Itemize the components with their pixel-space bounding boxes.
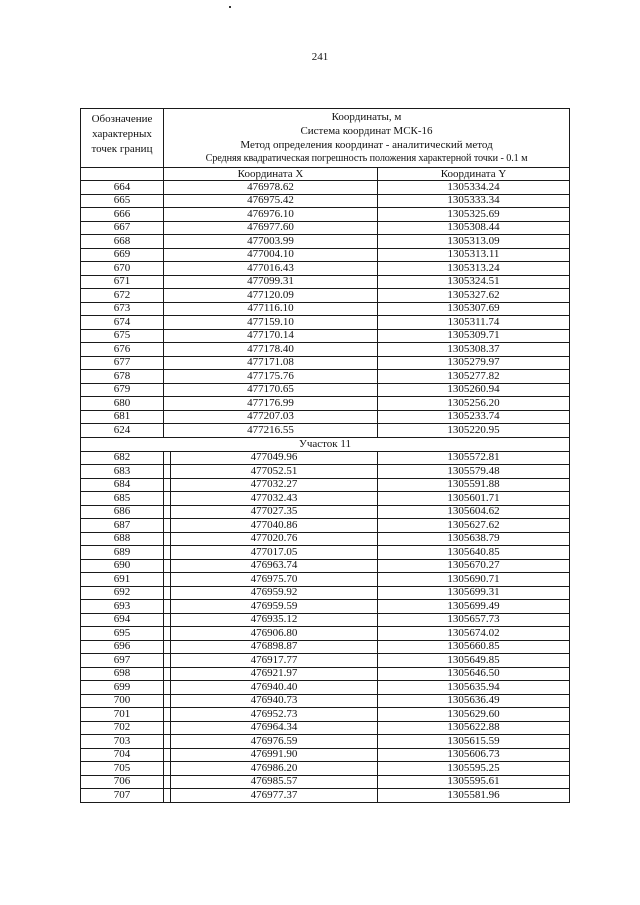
coordinate-y: 1305635.94 bbox=[378, 681, 570, 695]
spacer-cell bbox=[164, 735, 171, 749]
coordinate-x: 477017.05 bbox=[171, 546, 378, 560]
coordinate-x: 477016.43 bbox=[164, 262, 378, 276]
coordinate-x: 477020.76 bbox=[171, 532, 378, 546]
coordinate-y: 1305595.25 bbox=[378, 762, 570, 776]
coordinate-y: 1305690.71 bbox=[378, 573, 570, 587]
coordinate-y: 1305636.49 bbox=[378, 694, 570, 708]
table-row bbox=[81, 302, 570, 316]
point-id: 698 bbox=[81, 667, 164, 681]
point-id: 684 bbox=[81, 478, 164, 492]
coordinate-x: 477040.86 bbox=[171, 519, 378, 533]
coordinate-x: 477052.51 bbox=[171, 465, 378, 479]
coordinate-x: 476977.60 bbox=[164, 221, 378, 235]
coordinate-y: 1305591.88 bbox=[378, 478, 570, 492]
table-row bbox=[81, 492, 570, 506]
table-row bbox=[81, 316, 570, 330]
table-row bbox=[81, 762, 570, 776]
coordinate-x: 477207.03 bbox=[164, 410, 378, 424]
coordinate-y: 1305604.62 bbox=[378, 505, 570, 519]
table-row bbox=[81, 505, 570, 519]
point-id: 699 bbox=[81, 681, 164, 695]
table-row bbox=[81, 194, 570, 208]
coordinate-y: 1305307.69 bbox=[378, 302, 570, 316]
point-id: 703 bbox=[81, 735, 164, 749]
table-row bbox=[81, 519, 570, 533]
coordinate-x: 477175.76 bbox=[164, 370, 378, 384]
header-title-line: Координаты, м bbox=[331, 111, 402, 123]
spacer-cell bbox=[164, 654, 171, 668]
table-header-row bbox=[81, 109, 570, 168]
coordinate-x: 476935.12 bbox=[171, 613, 378, 627]
coordinate-x: 476898.87 bbox=[171, 640, 378, 654]
point-designation-header: Обозначение характерных точек границ bbox=[81, 109, 164, 168]
point-id: 681 bbox=[81, 410, 164, 424]
spacer-cell bbox=[164, 708, 171, 722]
table-row bbox=[81, 627, 570, 641]
table-row bbox=[81, 748, 570, 762]
point-id: 704 bbox=[81, 748, 164, 762]
table-row bbox=[81, 667, 570, 681]
table-row bbox=[81, 613, 570, 627]
table-row bbox=[81, 181, 570, 195]
coordinate-y: 1305615.59 bbox=[378, 735, 570, 749]
point-id: 707 bbox=[81, 789, 164, 803]
table-row bbox=[81, 735, 570, 749]
point-id: 666 bbox=[81, 208, 164, 222]
coordinate-y: 1305622.88 bbox=[378, 721, 570, 735]
spacer-cell bbox=[164, 586, 171, 600]
point-id: 691 bbox=[81, 573, 164, 587]
table-row bbox=[81, 356, 570, 370]
table-row bbox=[81, 343, 570, 357]
coordinate-y: 1305638.79 bbox=[378, 532, 570, 546]
point-id: 700 bbox=[81, 694, 164, 708]
point-id: 675 bbox=[81, 329, 164, 343]
spacer-cell bbox=[164, 789, 171, 803]
table-row bbox=[81, 721, 570, 735]
column-header-y: Координата Y bbox=[378, 168, 570, 181]
point-id: 671 bbox=[81, 275, 164, 289]
table-row bbox=[81, 532, 570, 546]
table-row bbox=[81, 329, 570, 343]
table-row bbox=[81, 289, 570, 303]
point-id: 696 bbox=[81, 640, 164, 654]
coordinate-y: 1305325.69 bbox=[378, 208, 570, 222]
spacer-cell bbox=[164, 627, 171, 641]
coordinate-x: 476940.40 bbox=[171, 681, 378, 695]
table-row bbox=[81, 208, 570, 222]
coordinate-y: 1305572.81 bbox=[378, 451, 570, 465]
spacer-cell bbox=[164, 478, 171, 492]
spacer-cell bbox=[164, 681, 171, 695]
coordinate-x: 476977.37 bbox=[171, 789, 378, 803]
spacer-cell bbox=[164, 694, 171, 708]
header-title-line: Система координат МСК-16 bbox=[300, 125, 433, 137]
coordinate-y: 1305699.31 bbox=[378, 586, 570, 600]
coordinate-x: 476976.10 bbox=[164, 208, 378, 222]
spacer-cell bbox=[164, 762, 171, 776]
section-row bbox=[81, 437, 570, 451]
point-id: 686 bbox=[81, 505, 164, 519]
table-row bbox=[81, 681, 570, 695]
coordinate-y: 1305657.73 bbox=[378, 613, 570, 627]
point-id: 672 bbox=[81, 289, 164, 303]
coordinate-x: 477171.08 bbox=[164, 356, 378, 370]
coordinate-y: 1305640.85 bbox=[378, 546, 570, 560]
point-id: 674 bbox=[81, 316, 164, 330]
coordinate-x: 477170.14 bbox=[164, 329, 378, 343]
header-title-line: Метод определения координат - аналитический метод bbox=[240, 139, 493, 151]
table-row bbox=[81, 640, 570, 654]
table-row bbox=[81, 410, 570, 424]
point-id: 683 bbox=[81, 465, 164, 479]
point-id: 673 bbox=[81, 302, 164, 316]
coordinate-y: 1305256.20 bbox=[378, 397, 570, 411]
point-id: 695 bbox=[81, 627, 164, 641]
table-row bbox=[81, 424, 570, 438]
point-id: 685 bbox=[81, 492, 164, 506]
coordinate-x: 476985.57 bbox=[171, 775, 378, 789]
point-id: 682 bbox=[81, 451, 164, 465]
coordinate-x: 476906.80 bbox=[171, 627, 378, 641]
column-header-x: Координата X bbox=[164, 168, 378, 181]
coordinate-x: 477159.10 bbox=[164, 316, 378, 330]
coordinates-table bbox=[80, 108, 570, 803]
coordinate-x: 477178.40 bbox=[164, 343, 378, 357]
table-row bbox=[81, 654, 570, 668]
coordinate-y: 1305311.74 bbox=[378, 316, 570, 330]
spacer-cell bbox=[164, 559, 171, 573]
point-id: 689 bbox=[81, 546, 164, 560]
table-row bbox=[81, 275, 570, 289]
coordinate-x: 477049.96 bbox=[171, 451, 378, 465]
coordinate-x: 477176.99 bbox=[164, 397, 378, 411]
spacer-cell bbox=[164, 492, 171, 506]
spacer-cell bbox=[164, 613, 171, 627]
table-row bbox=[81, 694, 570, 708]
header-title-line: Средняя квадратическая погрешность положения характерной точки - 0.1 м bbox=[205, 153, 528, 164]
column-header-empty bbox=[81, 168, 164, 181]
coordinate-y: 1305627.62 bbox=[378, 519, 570, 533]
spacer-cell bbox=[164, 775, 171, 789]
coordinate-x: 477170.65 bbox=[164, 383, 378, 397]
coordinate-y: 1305601.71 bbox=[378, 492, 570, 506]
scan-artifact bbox=[229, 6, 231, 8]
coordinate-x: 476963.74 bbox=[171, 559, 378, 573]
table-row bbox=[81, 451, 570, 465]
point-id: 679 bbox=[81, 383, 164, 397]
coordinate-x: 477116.10 bbox=[164, 302, 378, 316]
point-id: 670 bbox=[81, 262, 164, 276]
point-id: 678 bbox=[81, 370, 164, 384]
spacer-cell bbox=[164, 573, 171, 587]
coordinate-x: 476952.73 bbox=[171, 708, 378, 722]
table-row bbox=[81, 775, 570, 789]
coordinate-y: 1305313.24 bbox=[378, 262, 570, 276]
point-id: 624 bbox=[81, 424, 164, 438]
coordinate-x: 476975.42 bbox=[164, 194, 378, 208]
coordinate-x: 477032.27 bbox=[171, 478, 378, 492]
table-row bbox=[81, 708, 570, 722]
coordinate-y: 1305606.73 bbox=[378, 748, 570, 762]
table-row bbox=[81, 383, 570, 397]
table-row bbox=[81, 248, 570, 262]
point-id: 692 bbox=[81, 586, 164, 600]
coordinate-y: 1305629.60 bbox=[378, 708, 570, 722]
coordinate-y: 1305327.62 bbox=[378, 289, 570, 303]
table-row bbox=[81, 397, 570, 411]
table-row bbox=[81, 262, 570, 276]
coordinate-x: 476978.62 bbox=[164, 181, 378, 195]
coordinate-y: 1305324.51 bbox=[378, 275, 570, 289]
table-row bbox=[81, 573, 570, 587]
coordinate-y: 1305581.96 bbox=[378, 789, 570, 803]
spacer-cell bbox=[164, 451, 171, 465]
coordinate-x: 477216.55 bbox=[164, 424, 378, 438]
coordinates-header bbox=[164, 109, 570, 168]
coordinate-y: 1305309.71 bbox=[378, 329, 570, 343]
coordinate-x: 477120.09 bbox=[164, 289, 378, 303]
spacer-cell bbox=[164, 721, 171, 735]
table-row bbox=[81, 546, 570, 560]
coordinate-y: 1305595.61 bbox=[378, 775, 570, 789]
coordinate-x: 476921.97 bbox=[171, 667, 378, 681]
point-id: 697 bbox=[81, 654, 164, 668]
coordinate-x: 476917.77 bbox=[171, 654, 378, 668]
coordinate-y: 1305220.95 bbox=[378, 424, 570, 438]
coordinate-y: 1305660.85 bbox=[378, 640, 570, 654]
column-header-row bbox=[81, 168, 570, 181]
coordinate-y: 1305260.94 bbox=[378, 383, 570, 397]
point-id: 676 bbox=[81, 343, 164, 357]
coordinate-y: 1305649.85 bbox=[378, 654, 570, 668]
table-row bbox=[81, 221, 570, 235]
table-row bbox=[81, 478, 570, 492]
coordinate-x: 477032.43 bbox=[171, 492, 378, 506]
coordinate-y: 1305670.27 bbox=[378, 559, 570, 573]
table-row bbox=[81, 559, 570, 573]
coordinate-y: 1305313.11 bbox=[378, 248, 570, 262]
point-id: 665 bbox=[81, 194, 164, 208]
coordinate-y: 1305579.48 bbox=[378, 465, 570, 479]
coordinate-y: 1305646.50 bbox=[378, 667, 570, 681]
spacer-cell bbox=[164, 465, 171, 479]
coordinate-x: 476991.90 bbox=[171, 748, 378, 762]
point-id: 669 bbox=[81, 248, 164, 262]
point-id: 690 bbox=[81, 559, 164, 573]
table-row bbox=[81, 235, 570, 249]
point-id: 667 bbox=[81, 221, 164, 235]
point-id: 706 bbox=[81, 775, 164, 789]
point-id: 680 bbox=[81, 397, 164, 411]
coordinate-y: 1305233.74 bbox=[378, 410, 570, 424]
table-row bbox=[81, 465, 570, 479]
table-row bbox=[81, 370, 570, 384]
point-id: 664 bbox=[81, 181, 164, 195]
table-row bbox=[81, 789, 570, 803]
table-row bbox=[81, 586, 570, 600]
coordinate-x: 477004.10 bbox=[164, 248, 378, 262]
coordinate-y: 1305333.34 bbox=[378, 194, 570, 208]
section-label: Участок 11 bbox=[81, 437, 570, 451]
coordinate-x: 477027.35 bbox=[171, 505, 378, 519]
point-id: 705 bbox=[81, 762, 164, 776]
spacer-cell bbox=[164, 546, 171, 560]
coordinate-x: 476940.73 bbox=[171, 694, 378, 708]
spacer-cell bbox=[164, 748, 171, 762]
coordinate-x: 476964.34 bbox=[171, 721, 378, 735]
spacer-cell bbox=[164, 640, 171, 654]
coordinate-x: 477003.99 bbox=[164, 235, 378, 249]
spacer-cell bbox=[164, 505, 171, 519]
spacer-cell bbox=[164, 532, 171, 546]
coordinate-y: 1305674.02 bbox=[378, 627, 570, 641]
coordinate-y: 1305313.09 bbox=[378, 235, 570, 249]
coordinate-x: 476959.59 bbox=[171, 600, 378, 614]
coordinate-x: 476959.92 bbox=[171, 586, 378, 600]
point-id: 693 bbox=[81, 600, 164, 614]
point-id: 668 bbox=[81, 235, 164, 249]
spacer-cell bbox=[164, 600, 171, 614]
coordinate-y: 1305308.44 bbox=[378, 221, 570, 235]
coordinate-x: 476986.20 bbox=[171, 762, 378, 776]
point-id: 702 bbox=[81, 721, 164, 735]
coordinate-y: 1305308.37 bbox=[378, 343, 570, 357]
point-id: 701 bbox=[81, 708, 164, 722]
coordinate-x: 476975.70 bbox=[171, 573, 378, 587]
coordinate-y: 1305279.97 bbox=[378, 356, 570, 370]
coordinate-x: 477099.31 bbox=[164, 275, 378, 289]
spacer-cell bbox=[164, 519, 171, 533]
spacer-cell bbox=[164, 667, 171, 681]
point-id: 688 bbox=[81, 532, 164, 546]
point-id: 687 bbox=[81, 519, 164, 533]
table-row bbox=[81, 600, 570, 614]
point-id: 677 bbox=[81, 356, 164, 370]
coordinate-x: 476976.59 bbox=[171, 735, 378, 749]
coordinate-y: 1305334.24 bbox=[378, 181, 570, 195]
coordinate-y: 1305699.49 bbox=[378, 600, 570, 614]
page-number: 241 bbox=[311, 51, 329, 63]
coordinates-table-body bbox=[81, 109, 570, 803]
point-id: 694 bbox=[81, 613, 164, 627]
coordinate-y: 1305277.82 bbox=[378, 370, 570, 384]
